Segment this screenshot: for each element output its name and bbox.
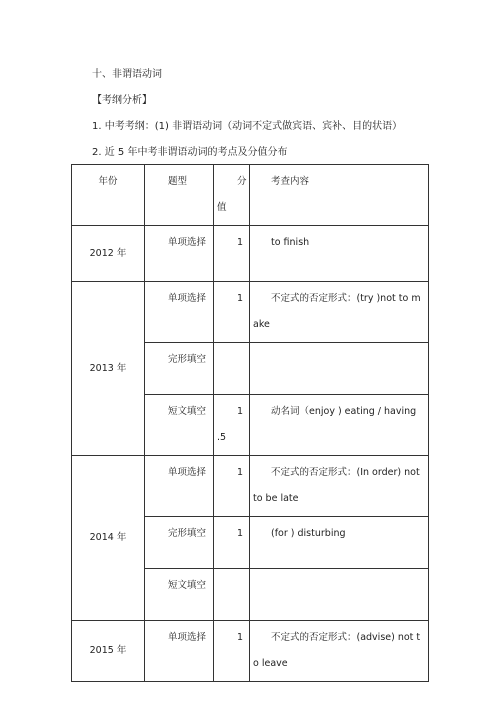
content-cell: (for ) disturbing (250, 517, 429, 569)
year-cell: 2012 年 (72, 226, 145, 282)
score-cell: 1 (214, 226, 250, 282)
year-cell: 2015 年 (72, 621, 145, 682)
content-cell: 不定式的否定形式：(try )not to make (250, 282, 429, 343)
content-cell: 动名词（enjoy ) eating / having (250, 395, 429, 456)
type-cell: 短文填空 (145, 569, 214, 621)
type-cell: 单项选择 (145, 456, 214, 517)
header-type: 题型 (145, 165, 214, 226)
score-cell: 1 (214, 282, 250, 343)
content-cell: 不定式的否定形式：(In order) not to be late (250, 456, 429, 517)
syllabus-point-1: 1. 中考考纲：(1) 非谓语动词（动词不定式做宾语、宾补、目的状语） (92, 121, 403, 132)
score-cell: 1.5 (214, 395, 250, 456)
table-row (72, 282, 429, 343)
score-cell: 1 (214, 517, 250, 569)
type-cell: 单项选择 (145, 226, 214, 282)
score-cell (214, 569, 250, 621)
type-cell: 单项选择 (145, 621, 214, 682)
year-cell: 2013 年 (72, 282, 145, 456)
syllabus-point-2: 2. 近 5 年中考非谓语动词的考点及分值分布 (92, 147, 288, 158)
table-header-row (72, 165, 429, 226)
table-row (72, 226, 429, 282)
header-content: 考查内容 (250, 165, 429, 226)
table-row (72, 621, 429, 682)
year-cell: 2014 年 (72, 456, 145, 621)
score-cell: 1 (214, 456, 250, 517)
type-cell: 单项选择 (145, 282, 214, 343)
content-cell: 不定式的否定形式：(advise) not to leave (250, 621, 429, 682)
header-year: 年份 (72, 165, 145, 226)
score-distribution-table (71, 164, 429, 682)
table-row (72, 456, 429, 517)
header-score: 分值 (214, 165, 250, 226)
analysis-title: 【考纲分析】 (92, 95, 152, 106)
content-cell (250, 569, 429, 621)
score-cell (214, 343, 250, 395)
content-cell: to finish (250, 226, 429, 282)
type-cell: 完形填空 (145, 343, 214, 395)
type-cell: 完形填空 (145, 517, 214, 569)
section-heading: 十、非谓语动词 (92, 69, 162, 80)
type-cell: 短文填空 (145, 395, 214, 456)
content-cell (250, 343, 429, 395)
score-cell: 1 (214, 621, 250, 682)
